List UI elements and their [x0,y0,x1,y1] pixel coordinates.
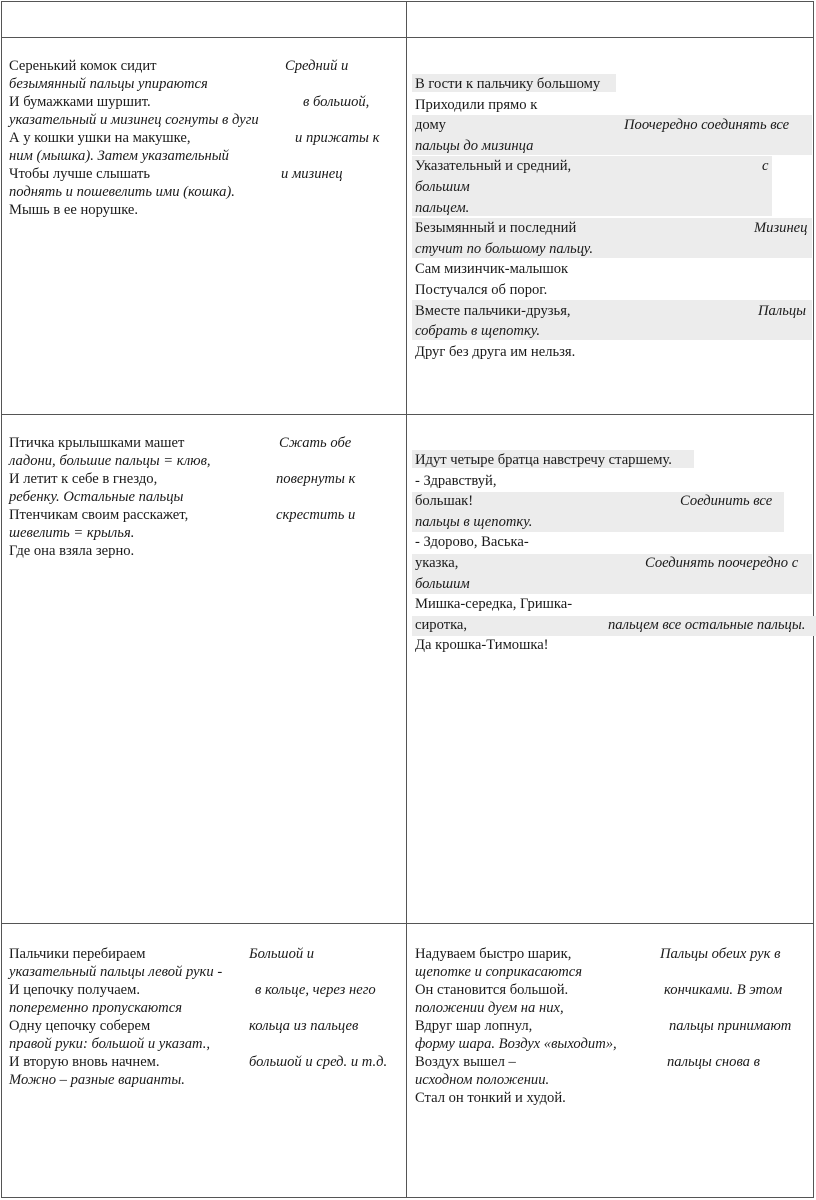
rhyme-line: Воздух вышел – [415,1054,516,1070]
rhyme-line: Птичка крылышками машет [9,435,185,451]
instruction-text: Можно – разные варианты. [9,1072,185,1088]
column-divider [406,1,407,1198]
instruction-text: пальцы до мизинца [415,137,534,154]
instruction-text: ладони, большие пальцы = клюв, [9,453,211,469]
instruction-text: исходном положении. [415,1072,550,1088]
instruction-text: безымянный пальцы упираются [9,76,208,92]
rhyme-line: Вместе пальчики-друзья, [415,302,571,319]
cell-guests-rhyme [415,74,811,362]
instruction-text: Соединить все [680,493,773,510]
instruction-text: пальцы снова в [667,1054,760,1070]
rhyme-line: Безымянный и последний [415,220,577,237]
rhyme-line: Он становится большой. [415,982,569,998]
instruction-text: указательный и мизинец согнуты в дуги [9,112,259,128]
cell-mouse-rhyme [9,57,399,219]
instruction-text: с [762,158,769,175]
instruction-text: пальцы принимают [669,1018,792,1034]
instruction-text: Средний и [285,58,349,74]
rhyme-line: Где она взяла зерно. [9,543,135,559]
instruction-text: Большой и [249,946,315,962]
instruction-text: кольца из пальцев [249,1018,359,1034]
instruction-text: положении дуем на них, [415,1000,564,1016]
instruction-text: скрестить и [276,507,356,523]
instruction-text: поднять и пошевелить ими (кошка). [9,184,235,200]
rhyme-line: Серенький комок сидит [9,58,157,74]
rhyme-line: Вдруг шар лопнул, [415,1018,533,1034]
instruction-text: Поочередно соединять все [624,117,790,134]
rhyme-line: сиротка, [415,616,468,633]
rhyme-line: Постучался об порог. [415,281,548,298]
instruction-text: и мизинец [281,166,343,182]
rhyme-line: Идут четыре братца навстречу старшему. [415,452,672,468]
instruction-text: стучит по большому пальцу. [415,240,594,257]
instruction-text: большим [415,178,470,195]
rhyme-line: Друг без друга им нельзя. [415,343,576,360]
rhyme-line: И летит к себе в гнездо, [9,471,158,487]
cell-bird-rhyme [9,434,399,560]
rhyme-line: Да крошка-Тимошка! [415,637,549,654]
instruction-text: большой и сред. и т.д. [249,1054,388,1070]
rhyme-line: Чтобы лучше слышать [9,166,151,182]
instruction-text: и прижаты к [295,130,380,146]
instruction-text: в большой, [303,94,370,110]
instruction-text: щепотке и соприкасаются [415,964,583,980]
instruction-text: Соединять поочередно с [645,554,799,571]
rhyme-line: - Здравствуй, [415,472,497,489]
instruction-text: шевелить = крылья. [9,525,135,541]
instruction-text: в кольце, через него [255,982,376,998]
instruction-text: правой руки: большой и указат., [9,1036,211,1052]
instruction-text: кончиками. В этом [664,982,783,998]
rhyme-line: И цепочку получаем. [9,982,141,998]
instruction-text: пальцем. [415,199,470,216]
instruction-text: Пальцы [758,302,807,319]
rhyme-line: дому [415,117,446,134]
rhyme-line: И вторую вновь начнем. [9,1054,160,1070]
cell-balloon-rhyme [415,945,811,1107]
rhyme-line: Мишка-середка, Гришка- [415,596,573,613]
rhyme-line: Птенчикам своим расскажет, [9,507,189,523]
rhyme-line: И бумажками шуршит. [9,94,151,110]
instruction-text: Пальцы обеих рук в [660,946,781,962]
rhyme-line: большак! [415,493,474,510]
cell-chain-rhyme [9,945,401,1089]
rhyme-line: Сам мизинчик-малышок [415,261,569,278]
row-divider [1,37,814,38]
instruction-text: большим [415,575,470,592]
instruction-text: ребенку. Остальные пальцы [9,489,184,505]
instruction-text: форму шара. Воздух «выходит», [415,1036,617,1052]
rhyme-line: Указательный и средний, [415,158,572,175]
rhyme-line: А у кошки ушки на макушке, [9,130,191,146]
rhyme-line: - Здорово, Васька- [415,534,529,551]
instruction-text: попеременно пропускаются [9,1000,182,1016]
instruction-text: пальцем все остальные пальцы. [608,616,806,633]
cell-brothers-rhyme [415,450,813,656]
rhyme-line: Надуваем быстро шарик, [415,946,572,962]
instruction-text: Сжать обе [279,435,352,451]
instruction-text: указательный пальцы левой руки - [9,964,223,980]
rhyme-line: Одну цепочку соберем [9,1018,151,1034]
instruction-text: собрать в щепотку. [415,323,540,340]
rhyme-line: Приходили прямо к [415,96,538,113]
row-divider [1,923,814,924]
instruction-text: ним (мышка). Затем указательный [9,148,229,164]
rhyme-line: Мышь в ее норушке. [9,202,139,218]
rhyme-line: указка, [415,554,459,571]
instruction-text: повернуты к [276,471,356,487]
instruction-text: пальцы в щепотку. [415,513,533,530]
rhyme-line: Пальчики перебираем [9,946,146,962]
rhyme-line: Стал он тонкий и худой. [415,1090,566,1106]
rhyme-line: В гости к пальчику большому [415,76,601,92]
instruction-text: Мизинец [754,220,808,237]
row-divider [1,414,814,415]
